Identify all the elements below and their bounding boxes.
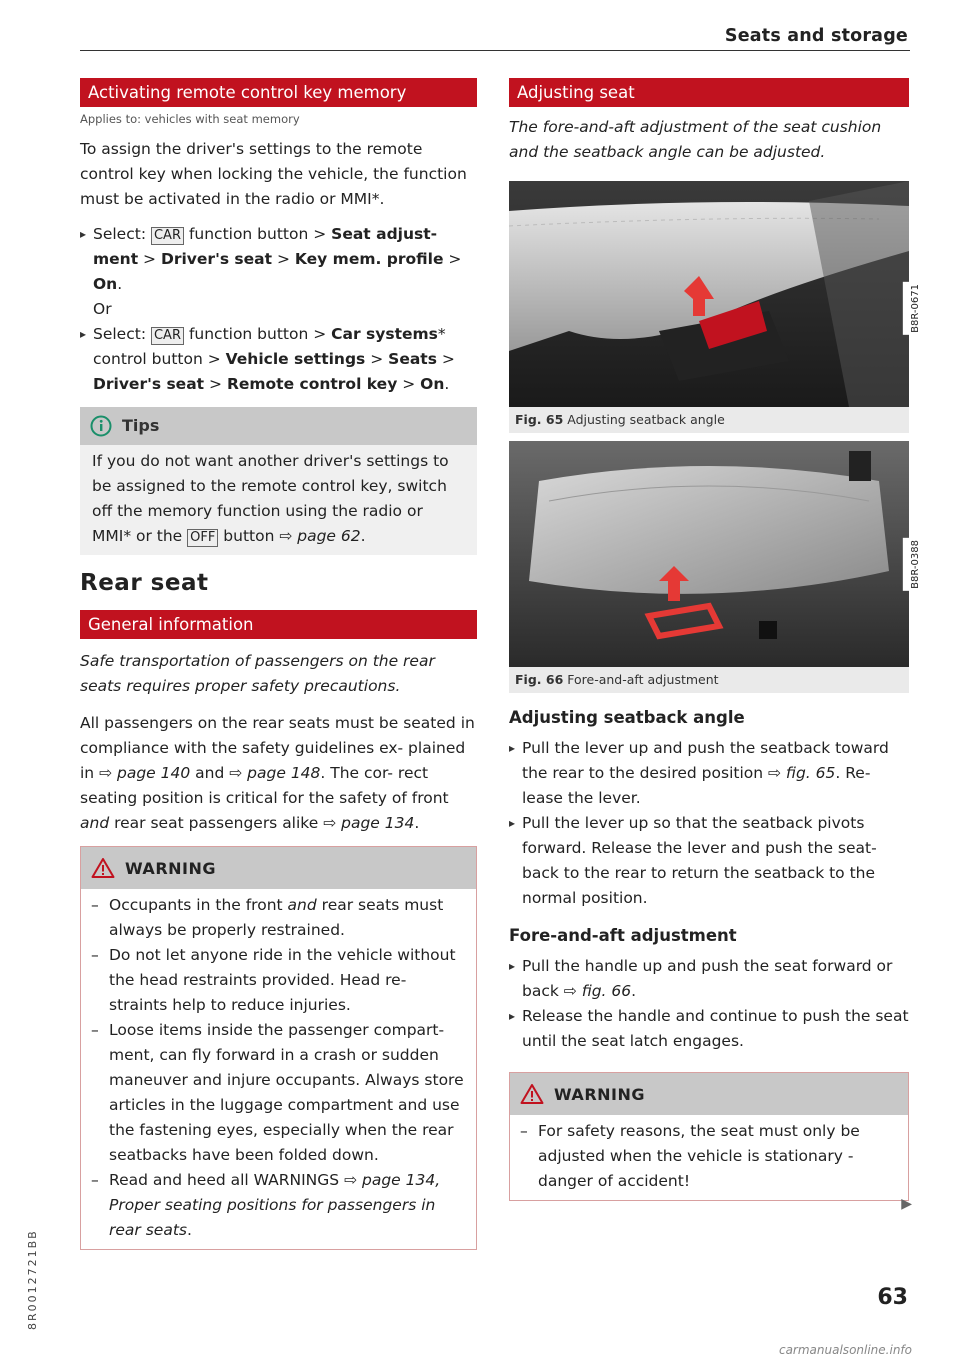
page-link[interactable]: ⇨ page 62 bbox=[279, 527, 361, 545]
page-link-148[interactable]: ⇨ page 148 bbox=[229, 764, 321, 782]
warning-label-right: WARNING bbox=[554, 1084, 645, 1104]
warning-label: WARNING bbox=[125, 858, 216, 878]
remote-key-title: Activating remote control key memory bbox=[80, 78, 477, 107]
header-rule bbox=[80, 50, 910, 51]
figure-66-caption: Fig. 66 Fore-and-aft adjustment bbox=[515, 672, 719, 687]
figure-65-caption: Fig. 65 Adjusting seatback angle bbox=[515, 412, 725, 427]
rear-seat-intro: Safe transportation of passengers on the rear seats requires proper safety precautions. bbox=[80, 652, 435, 695]
step-select-car-systems: ▸ Select: CAR function button > Car systems* control button > Vehicle settings > Seats > Driver's seat > Remote control key > On. bbox=[80, 322, 477, 397]
warning-box-left bbox=[80, 846, 477, 1250]
warning-header bbox=[81, 847, 476, 889]
warning-box-right bbox=[509, 1072, 909, 1201]
figure-66 bbox=[509, 441, 909, 693]
fore-aft-handle-image bbox=[509, 441, 909, 667]
figure-66-code: B8R-0388 bbox=[903, 538, 928, 591]
figure-65 bbox=[509, 181, 909, 433]
or-label: Or bbox=[93, 300, 112, 318]
warning-item: – For safety reasons, the seat must only be adjusted when the vehicle is stationary - danger of accident! bbox=[520, 1119, 898, 1194]
continue-arrow-icon: ▶ bbox=[901, 1196, 912, 1212]
off-button: OFF bbox=[187, 529, 218, 547]
fore-aft-heading: Fore-and-aft adjustment bbox=[509, 926, 737, 945]
tips-box bbox=[80, 407, 477, 555]
seatback-heading: Adjusting seatback angle bbox=[509, 708, 745, 727]
rear-seat-heading: Rear seat bbox=[80, 570, 209, 596]
adjusting-seat-title: Adjusting seat bbox=[509, 78, 909, 107]
adjusting-seat-intro: The fore-and-aft adjustment of the seat cushion and the seatback angle can be adjusted. bbox=[509, 118, 882, 161]
fore-aft-step-1: ▸ Pull the handle up and push the seat forward or back ⇨ fig. 66. bbox=[509, 954, 909, 1004]
warning-body-right bbox=[510, 1115, 908, 1200]
warning-item: – Loose items inside the passenger compart- ment, can fly forward in a crash or sudden maneuver and injure occupants. Always store articles in the luggage compartment and use the fastening eyes, especially when the rear seatbacks have been folded down. bbox=[91, 1018, 466, 1168]
side-document-code: 8R0012721BB bbox=[26, 1229, 39, 1330]
car-button: CAR bbox=[151, 227, 184, 245]
tips-header bbox=[80, 407, 477, 445]
warning-body bbox=[81, 889, 476, 1249]
warning-item: – Read and heed all WARNINGS ⇨ page 134, Proper seating positions for passengers in rear seats. bbox=[91, 1168, 466, 1243]
tips-label: Tips bbox=[122, 416, 160, 435]
footer-watermark: carmanualsonline.info bbox=[778, 1343, 912, 1357]
right-column bbox=[509, 78, 921, 1201]
warning-item: – Do not let anyone ride in the vehicle without the head restraints provided. Head re- straints help to reduce injuries. bbox=[91, 943, 466, 1018]
left-column bbox=[80, 78, 477, 1250]
page-number: 63 bbox=[877, 1285, 908, 1310]
general-info-title: General information bbox=[80, 610, 477, 639]
page-link-134[interactable]: ⇨ page 134 bbox=[323, 814, 415, 832]
rear-seat-paragraph: All passengers on the rear seats must be seated in compliance with the safety guidelines ex- plained in ⇨ page 140 and ⇨ page 148. The cor- rect seating position is critical for the safety of front and rear seat passengers alike ⇨ page 134. bbox=[80, 714, 475, 832]
seatback-step-2: ▸ Pull the lever up so that the seatback pivots forward. Release the lever and push the seat- back to the rear to return the seatback to the normal position. bbox=[509, 811, 909, 911]
fig-66-link[interactable]: ⇨ fig. 66 bbox=[563, 982, 632, 1000]
applies-to: Applies to: vehicles with seat memory bbox=[80, 112, 300, 126]
car-button-2: CAR bbox=[151, 327, 184, 345]
warning-header-right bbox=[510, 1073, 908, 1115]
figure-65-code: B8R-0671 bbox=[903, 282, 928, 335]
tips-body: If you do not want another driver's settings to be assigned to the remote control key, switch off the memory function using the radio or MMI* or the OFF button ⇨ page 62. bbox=[92, 452, 449, 545]
seatback-step-1: ▸ Pull the lever up and push the seatback toward the rear to the desired position ⇨ fig. 65. Re- lease the lever. bbox=[509, 736, 909, 811]
step-select-seat-adjustment: ▸ Select: CAR function button > Seat adjust- ment > Driver's seat > Key mem. profile > On. bbox=[80, 222, 477, 297]
warning-triangle-icon bbox=[91, 857, 115, 879]
warning-item: – Occupants in the front and rear seats must always be properly restrained. bbox=[91, 893, 466, 943]
fig-65-link[interactable]: ⇨ fig. 65 bbox=[768, 764, 836, 782]
fore-aft-step-2: ▸ Release the handle and continue to push the seat until the seat latch engages. bbox=[509, 1004, 909, 1054]
info-icon bbox=[90, 415, 112, 437]
page-link-134-seating[interactable]: ⇨ page 134, Proper seating positions for passengers in rear seats bbox=[109, 1171, 441, 1239]
seatback-lever-image bbox=[509, 181, 909, 407]
remote-key-intro: To assign the driver's settings to the remote control key when locking the vehicle, the function must be activated in the radio or MMI*. bbox=[80, 140, 467, 208]
section-title: Seats and storage bbox=[724, 26, 908, 46]
warning-triangle-icon bbox=[520, 1083, 544, 1105]
page-link-140[interactable]: ⇨ page 140 bbox=[99, 764, 191, 782]
